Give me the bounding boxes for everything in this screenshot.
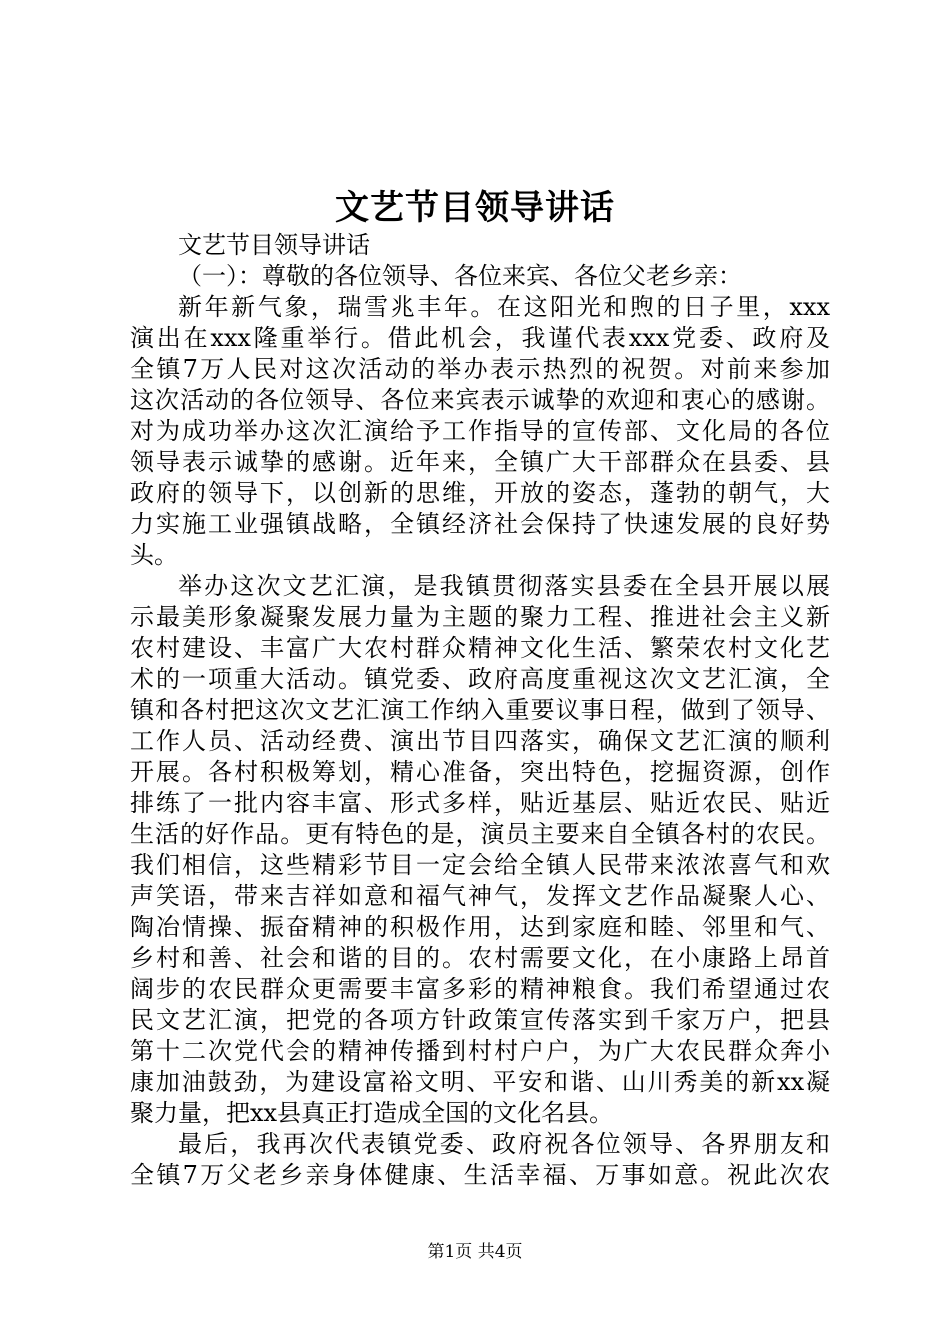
text-line: 乡村和善、社会和谐的目的。农村需要文化，在小康路上昂首 bbox=[130, 944, 830, 972]
text-line: 镇和各村把这次文艺汇演工作纳入重要议事日程，做到了领导、 bbox=[130, 696, 830, 724]
text-line: 领导表示诚挚的感谢。近年来，全镇广大干部群众在县委、县 bbox=[130, 448, 830, 476]
text-line: 排练了一批内容丰富、形式多样，贴近基层、贴近农民、贴近 bbox=[130, 789, 830, 817]
text-line: 阔步的农民群众更需要丰富多彩的精神粮食。我们希望通过农 bbox=[130, 975, 830, 1003]
text-line: 我们相信，这些精彩节目一定会给全镇人民带来浓浓喜气和欢 bbox=[130, 851, 830, 879]
text-line: 全镇7万父老乡亲身体健康、生活幸福、万事如意。祝此次农 bbox=[130, 1161, 830, 1189]
text-line: 聚力量，把xx县真正打造成全国的文化名县。 bbox=[130, 1099, 614, 1127]
text-line: 工作人员、活动经费、演出节目四落实，确保文艺汇演的顺利 bbox=[130, 727, 830, 755]
page-title: 文艺节目领导讲话 bbox=[335, 188, 615, 228]
text-line: 演出在xxx隆重举行。借此机会，我谨代表xxx党委、政府及 bbox=[130, 324, 830, 352]
text-line: 生活的好作品。更有特色的是，演员主要来自全镇各村的农民。 bbox=[130, 820, 830, 848]
text-line: 新年新气象，瑞雪兆丰年。在这阳光和煦的日子里，xxx bbox=[178, 293, 830, 321]
text-line: 民文艺汇演，把党的各项方针政策宣传落实到千家万户，把县 bbox=[130, 1006, 830, 1034]
text-line: 术的一项重大活动。镇党委、政府高度重视这次文艺汇演，全 bbox=[130, 665, 830, 693]
text-line: 政府的领导下，以创新的思维，开放的姿态，蓬勃的朝气，大 bbox=[130, 479, 830, 507]
page-footer: 第1页 共4页 bbox=[427, 1242, 523, 1262]
text-line: 康加油鼓劲，为建设富裕文明、平安和谐、山川秀美的新xx凝 bbox=[130, 1068, 830, 1096]
text-line: 对为成功举办这次汇演给予工作指导的宣传部、文化局的各位 bbox=[130, 417, 830, 445]
text-line: 农村建设、丰富广大农村群众精神文化生活、繁荣农村文化艺 bbox=[130, 634, 830, 662]
text-line: 示最美形象凝聚发展力量为主题的聚力工程、推进社会主义新 bbox=[130, 603, 830, 631]
text-line: 举办这次文艺汇演，是我镇贯彻落实县委在全县开展以展 bbox=[178, 572, 830, 600]
text-line: 这次活动的各位领导、各位来宾表示诚挚的欢迎和衷心的感谢。 bbox=[130, 386, 830, 414]
text-line: 第十二次党代会的精神传播到村村户户，为广大农民群众奔小 bbox=[130, 1037, 830, 1065]
text-line: 陶冶情操、振奋精神的积极作用，达到家庭和睦、邻里和气、 bbox=[130, 913, 830, 941]
subtitle-line: 文艺节目领导讲话 bbox=[178, 231, 370, 259]
text-line: 声笑语，带来吉祥如意和福气神气，发挥文艺作品凝聚人心、 bbox=[130, 882, 830, 910]
text-line: 最后，我再次代表镇党委、政府祝各位领导、各界朋友和 bbox=[178, 1130, 830, 1158]
text-line: 开展。各村积极筹划，精心准备，突出特色，挖掘资源，创作 bbox=[130, 758, 830, 786]
text-line: 全镇7万人民对这次活动的举办表示热烈的祝贺。对前来参加 bbox=[130, 355, 830, 383]
salutation-line: （一）：尊敬的各位领导、各位来宾、各位父老乡亲： bbox=[178, 262, 742, 290]
text-line: 头。 bbox=[130, 541, 178, 569]
document-body bbox=[130, 230, 830, 1191]
text-line: 力实施工业强镇战略，全镇经济社会保持了快速发展的良好势 bbox=[130, 510, 830, 538]
